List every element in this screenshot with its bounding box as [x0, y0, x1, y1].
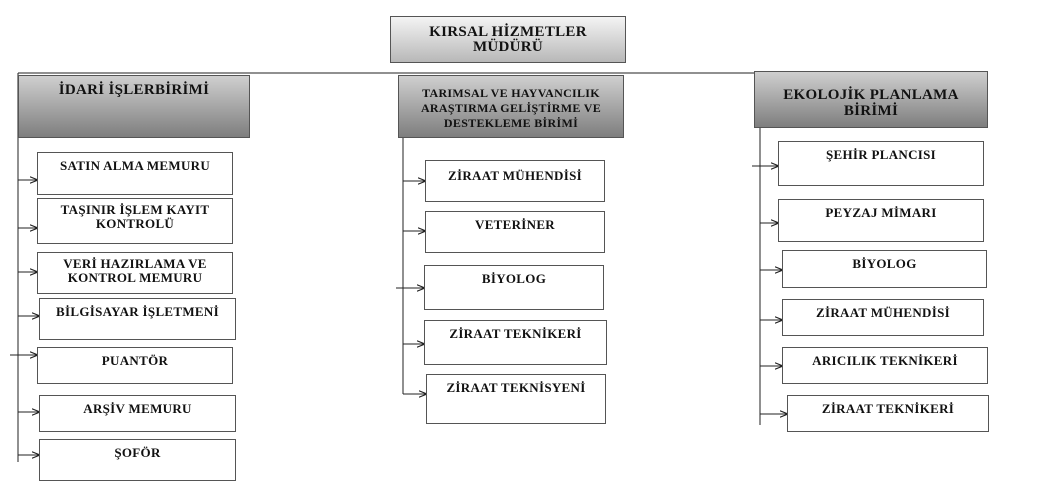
tarimsal-item-label: VETERİNER: [475, 217, 555, 232]
idari-item-puantor: [37, 347, 233, 384]
ekolojik-item-aricilik-teknikeri: [782, 347, 988, 384]
root-title-line2: MÜDÜRÜ: [472, 38, 544, 55]
idari-item-tasinir: [37, 198, 233, 244]
ekolojik-item-peyzaj-mimari: [778, 199, 984, 242]
tarimsal-item-label: BİYOLOG: [481, 271, 547, 286]
tarimsal-item-label: ZİRAAT TEKNİSYENİ: [446, 380, 586, 395]
idari-item-bilgisayar: [39, 298, 236, 340]
idari-item-arsiv: [39, 395, 236, 432]
department-ekolojik-line2: BİRİMİ: [843, 102, 899, 119]
department-tarimsal-line2: ARAŞTIRMA GELİŞTİRME VE: [420, 101, 602, 115]
tarimsal-item-biyolog: [424, 265, 604, 310]
idari-item-label: ARŞİV MEMURU: [83, 401, 192, 416]
ekolojik-item-sehir-plancisi: [778, 141, 984, 186]
tarimsal-item-ziraat-muhendisi: [425, 160, 605, 202]
ekolojik-item-label: ŞEHİR PLANCISI: [825, 147, 937, 162]
ekolojik-item-ziraat-muhendisi: [782, 299, 984, 336]
department-ekolojik-line1: EKOLOJİK PLANLAMA: [783, 86, 959, 103]
department-idari-title: İDARİ İŞLERBİRİMİ: [58, 82, 210, 98]
department-tarimsal-line3: DESTEKLEME BİRİMİ: [443, 116, 579, 130]
ekolojik-item-ziraat-teknikeri: [787, 395, 989, 432]
tarimsal-item-label: ZİRAAT MÜHENDİSİ: [448, 168, 582, 183]
tarimsal-item-veteriner: [425, 211, 605, 253]
department-tarimsal: [398, 75, 624, 138]
ekolojik-item-label: ZİRAAT TEKNİKERİ: [821, 401, 955, 416]
department-idari: [18, 75, 250, 138]
idari-item-label: ŞOFÖR: [114, 445, 161, 460]
idari-item-label: TAŞINIR İŞLEM KAYIT KONTROLÜ: [60, 202, 210, 231]
tarimsal-item-label: ZİRAAT TEKNİKERİ: [449, 326, 582, 341]
ekolojik-item-label: PEYZAJ MİMARI: [825, 205, 937, 220]
idari-item-label: BİLGİSAYAR İŞLETMENİ: [56, 304, 219, 319]
department-ekolojik: [754, 71, 988, 128]
idari-item-label: VERİ HAZIRLAMA VE KONTROL MEMURU: [63, 256, 207, 285]
ekolojik-item-biyolog: [782, 250, 987, 288]
idari-item-label: SATIN ALMA MEMURU: [59, 158, 211, 173]
root-title-line1: KIRSAL HİZMETLER: [429, 23, 587, 40]
ekolojik-item-label: ZİRAAT MÜHENDİSİ: [816, 305, 950, 320]
idari-item-sofor: [39, 439, 236, 481]
tarimsal-item-ziraat-teknisyeni: [426, 374, 606, 424]
idari-item-label: PUANTÖR: [101, 353, 169, 368]
tarimsal-item-ziraat-teknikeri: [424, 320, 607, 365]
root-node: [390, 16, 626, 63]
ekolojik-item-label: ARICILIK TEKNİKERİ: [812, 353, 958, 368]
ekolojik-item-label: BİYOLOG: [852, 256, 917, 271]
idari-item-veri-hazirlama: [37, 252, 233, 294]
department-tarimsal-line1: TARIMSAL VE HAYVANCILIK: [422, 86, 600, 100]
idari-item-satin-alma: [37, 152, 233, 195]
